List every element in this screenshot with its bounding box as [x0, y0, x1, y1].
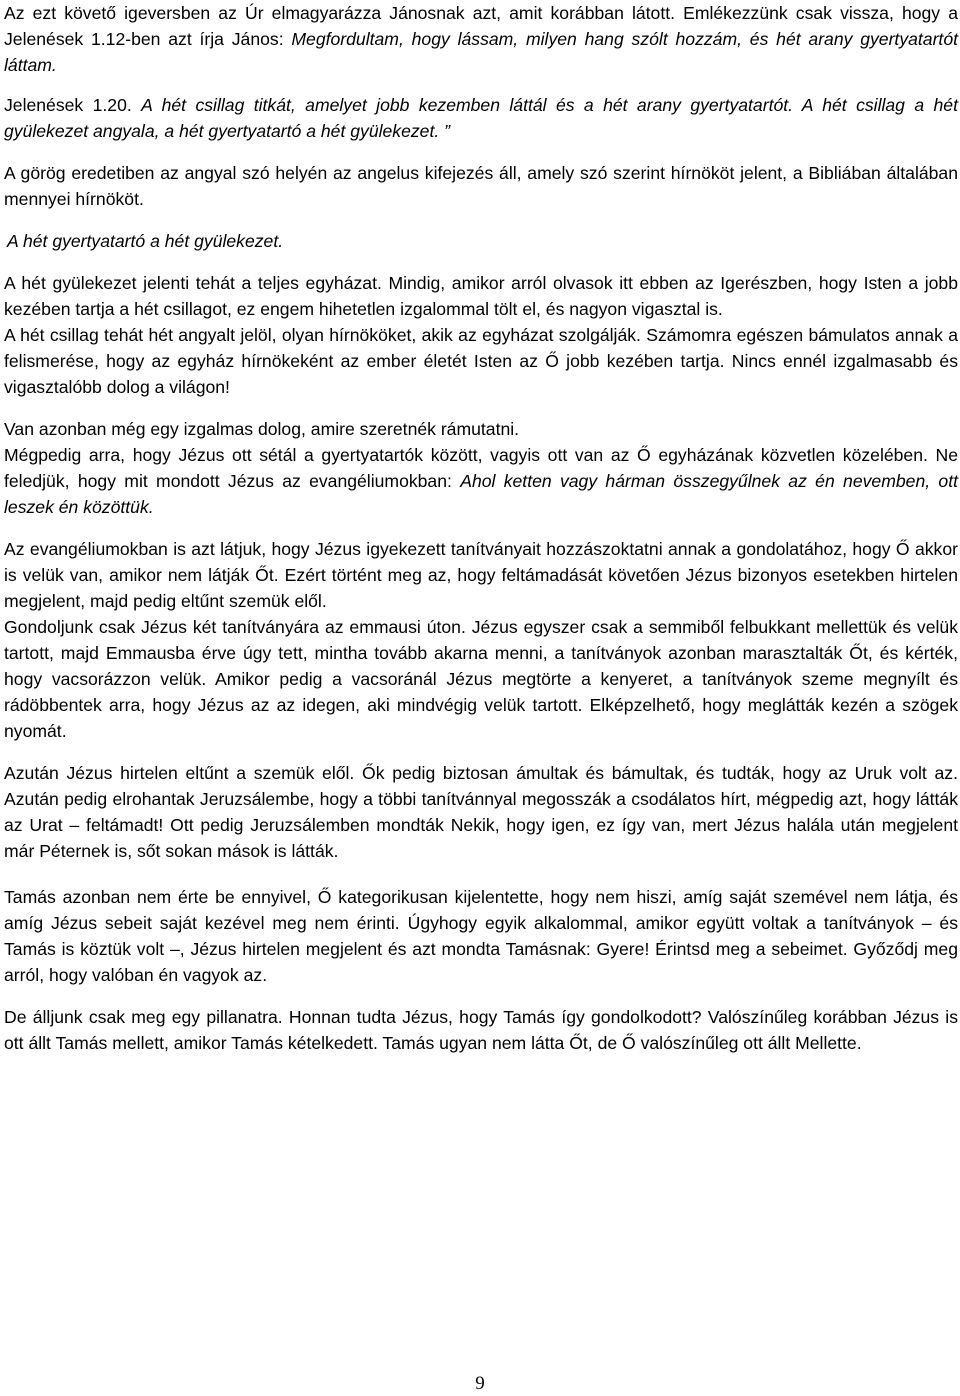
quote-italic: A hét csillag titkát, amelyet jobb kezemben láttál és a hét arany gyertyatartót. A hét csillag a hét gyülekezet angyala, a hét gyertyatartó a hét gyülekezet. ”: [4, 95, 958, 141]
text-run: A hét csillag tehát hét angyalt jelöl, olyan hírnököket, akik az egyházat szolgálják. Számomra egészen bámulatos annak a felismerése, hogy az egyház hírnökeként az ember életét Isten az Ő jobb kezében tartja. Nincs ennél izgalmasabb és vigasztalóbb dolog a világon!: [4, 325, 958, 397]
paragraph-emmaus: [4, 614, 958, 744]
text-run: Mégpedig arra, hogy Jézus ott sétál a gyertyatartók között, vagyis ott van az Ő egyházának közvetlen közelében. Ne feledjük, hogy mit mondott Jézus az evangéliumokban:: [4, 445, 958, 491]
paragraph-angelus: [4, 160, 958, 212]
page-number: 9: [475, 1373, 485, 1394]
document-page: [4, 0, 958, 1056]
verse-reference: Jelenések 1.20.: [4, 95, 142, 115]
paragraph-verse-reference: [4, 92, 958, 144]
text-run: Van azonban még egy izgalmas dolog, amire szeretnék rámutatni.: [4, 419, 520, 439]
text-run: De álljunk csak meg egy pillanatra. Honnan tudta Jézus, hogy Tamás így gondolkodott? Valószínűleg korábban Jézus is ott állt Tamás mellett, amikor Tamás kételkedett. Tamás ugyan nem látta Őt, de Ő valószínűleg ott állt Mellette.: [4, 1007, 958, 1053]
text-run: A hét gyülekezet jelenti tehát a teljes egyházat. Mindig, amikor arról olvasok itt ebben az Igerészben, hogy Isten a jobb kezében tartja a hét csillagot, ez engem hihetetlen izgalommal tölt el, és nagyon vigasztal is.: [4, 273, 958, 319]
paragraph-izgalmas: [4, 416, 958, 442]
text-run: A görög eredetiben az angyal szó helyén az angelus kifejezés áll, amely szó szerint hírnököt jelent, a Bibliában általában mennyei hírnököt.: [4, 163, 958, 209]
quote-italic: Ahol ketten vagy hárman összegyűlnek az én nevemben, ott leszek én közöttük.: [4, 471, 958, 517]
paragraph-evangeliumok: [4, 536, 958, 614]
paragraph-pillanat: [4, 1004, 958, 1056]
quote-italic: Megfordultam, hogy lássam, milyen hang szólt hozzám, és hét arany gyertyatartót láttam.: [4, 29, 958, 75]
text-run: Tamás azonban nem érte be ennyivel, Ő kategorikusan kijelentette, hogy nem hiszi, amíg saját szemével nem látja, és amíg Jézus sebeit saját kezével meg nem érinti. Úgyhogy egyik alkalommal, amikor együtt voltak a tanítványok – és Tamás is köztük volt –, Jézus hirtelen megjelent és azt mondta Tamásnak: Gyere! Érintsd meg a sebeimet. Győződj meg arról, hogy valóban én vagyok az.: [4, 887, 958, 985]
paragraph-gyertyatarto: [4, 228, 958, 254]
text-run: Az evangéliumokban is azt látjuk, hogy Jézus igyekezett tanítványait hozzászoktatni annak a gondolatához, hogy Ő akkor is velük van, amikor nem látják Őt. Ezért történt meg az, hogy feltámadását követően Jézus bizonyos esetekben hirtelen megjelent, majd pedig eltűnt szemük elől.: [4, 539, 958, 611]
quote-italic: A hét gyertyatartó a hét gyülekezet.: [7, 231, 284, 251]
paragraph-egyhaz: [4, 270, 958, 322]
text-run: Az ezt követő igeversben az Úr elmagyarázza Jánosnak azt, amit korábban látott. Emlékezzünk csak vissza, hogy a Jelenések 1.12-ben azt írja János:: [4, 3, 958, 49]
paragraph-setal: [4, 442, 958, 520]
paragraph-eltunt: [4, 760, 958, 864]
paragraph-hirnokok: [4, 322, 958, 400]
text-run: Gondoljunk csak Jézus két tanítványára az emmausi úton. Jézus egyszer csak a semmiből felbukkant mellettük és velük tartott, majd Emmausba érve úgy tett, mintha tovább akarna menni, a tanítványok azonban marasztalták Őt, és kérték, hogy vacsorázzon velük. Amikor pedig a vacsoránál Jézus megtörte a kenyeret, a tanítványok szeme megnyílt és rádöbbentek arra, hogy Jézus az az idegen, aki mindvégig velük tartott. Elképzelhető, hogy meglátták kezén a szögek nyomát.: [4, 617, 958, 741]
paragraph-intro: [4, 0, 958, 78]
paragraph-tamas: [4, 884, 958, 988]
text-run: Azután Jézus hirtelen eltűnt a szemük elől. Ők pedig biztosan ámultak és bámultak, és tudták, hogy az Uruk volt az. Azután pedig elrohantak Jeruzsálembe, hogy a többi tanítvánnyal megosszák a csodálatos hírt, mégpedig azt, hogy látták az Urat – feltámadt! Ott pedig Jeruzsálemben mondták Nekik, hogy igen, ez így van, mert Jézus halála után megjelent már Péternek is, sőt sokan mások is látták.: [4, 763, 958, 861]
